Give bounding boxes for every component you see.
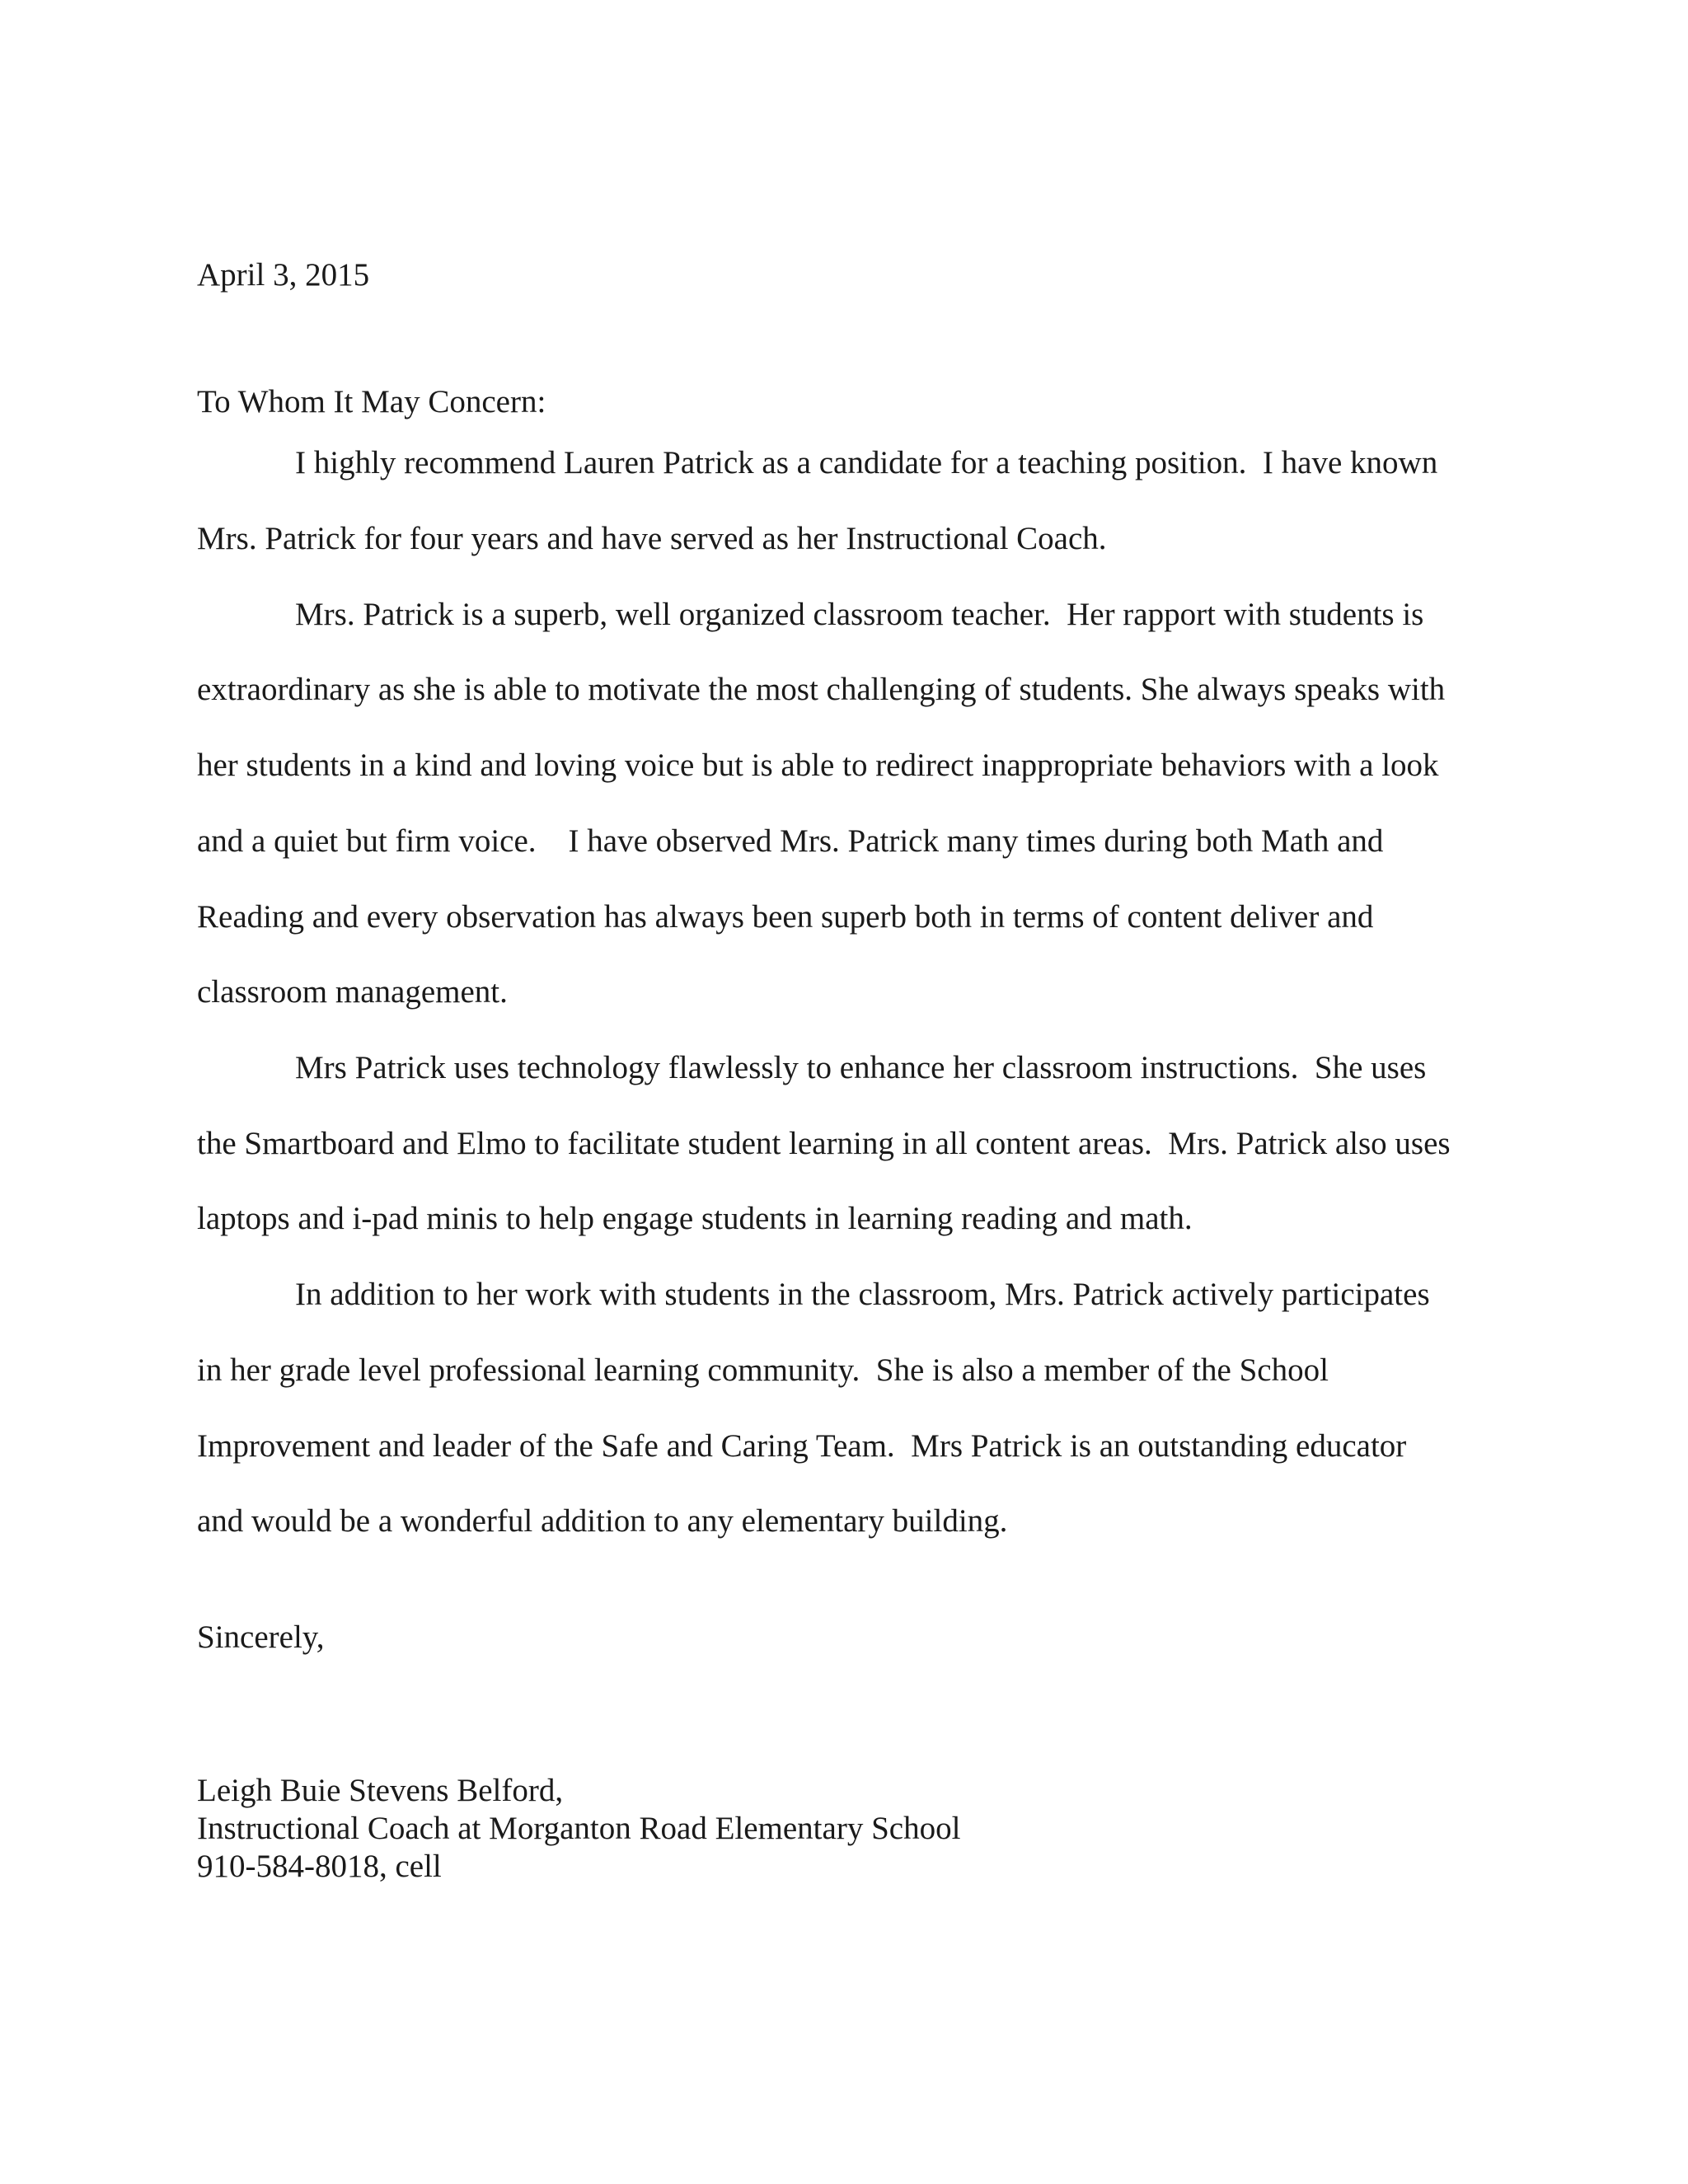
body-line: Mrs. Patrick is a superb, well organized classroom teacher. Her rapport with students is: [295, 597, 1424, 632]
body-line: the Smartboard and Elmo to facilitate student learning in all content areas. Mrs. Patrick also uses: [197, 1126, 1451, 1161]
body-line: laptops and i-pad minis to help engage students in learning reading and math.: [197, 1201, 1193, 1236]
body-line: her students in a kind and loving voice but is able to redirect inappropriate behaviors with a look: [197, 748, 1439, 783]
signer-name: Leigh Buie Stevens Belford,: [197, 1773, 564, 1808]
body-line: and a quiet but firm voice. I have observed Mrs. Patrick many times during both Math and: [197, 823, 1384, 859]
signer-title: Instructional Coach at Morganton Road Elementary School: [197, 1811, 961, 1846]
salutation: To Whom It May Concern:: [197, 384, 546, 419]
body-line: extraordinary as she is able to motivate the most challenging of students. She always speaks with: [197, 672, 1446, 707]
letter-date: April 3, 2015: [197, 257, 370, 293]
body-line: Mrs Patrick uses technology flawlessly to enhance her classroom instructions. She uses: [295, 1050, 1427, 1085]
body-line: and would be a wonderful addition to any elementary building.: [197, 1503, 1008, 1539]
body-line: in her grade level professional learning community. She is also a member of the School: [197, 1352, 1329, 1388]
body-line: classroom management.: [197, 974, 508, 1010]
body-line: Reading and every observation has always been superb both in terms of content deliver and: [197, 899, 1374, 935]
body-line: Improvement and leader of the Safe and Caring Team. Mrs Patrick is an outstanding educator: [197, 1428, 1407, 1464]
closing: Sincerely,: [197, 1619, 325, 1655]
body-line: In addition to her work with students in the classroom, Mrs. Patrick actively participates: [295, 1277, 1430, 1312]
body-line: Mrs. Patrick for four years and have served as her Instructional Coach.: [197, 521, 1107, 556]
body-line: I highly recommend Lauren Patrick as a candidate for a teaching position. I have known: [295, 445, 1438, 480]
signer-phone: 910-584-8018, cell: [197, 1849, 442, 1884]
